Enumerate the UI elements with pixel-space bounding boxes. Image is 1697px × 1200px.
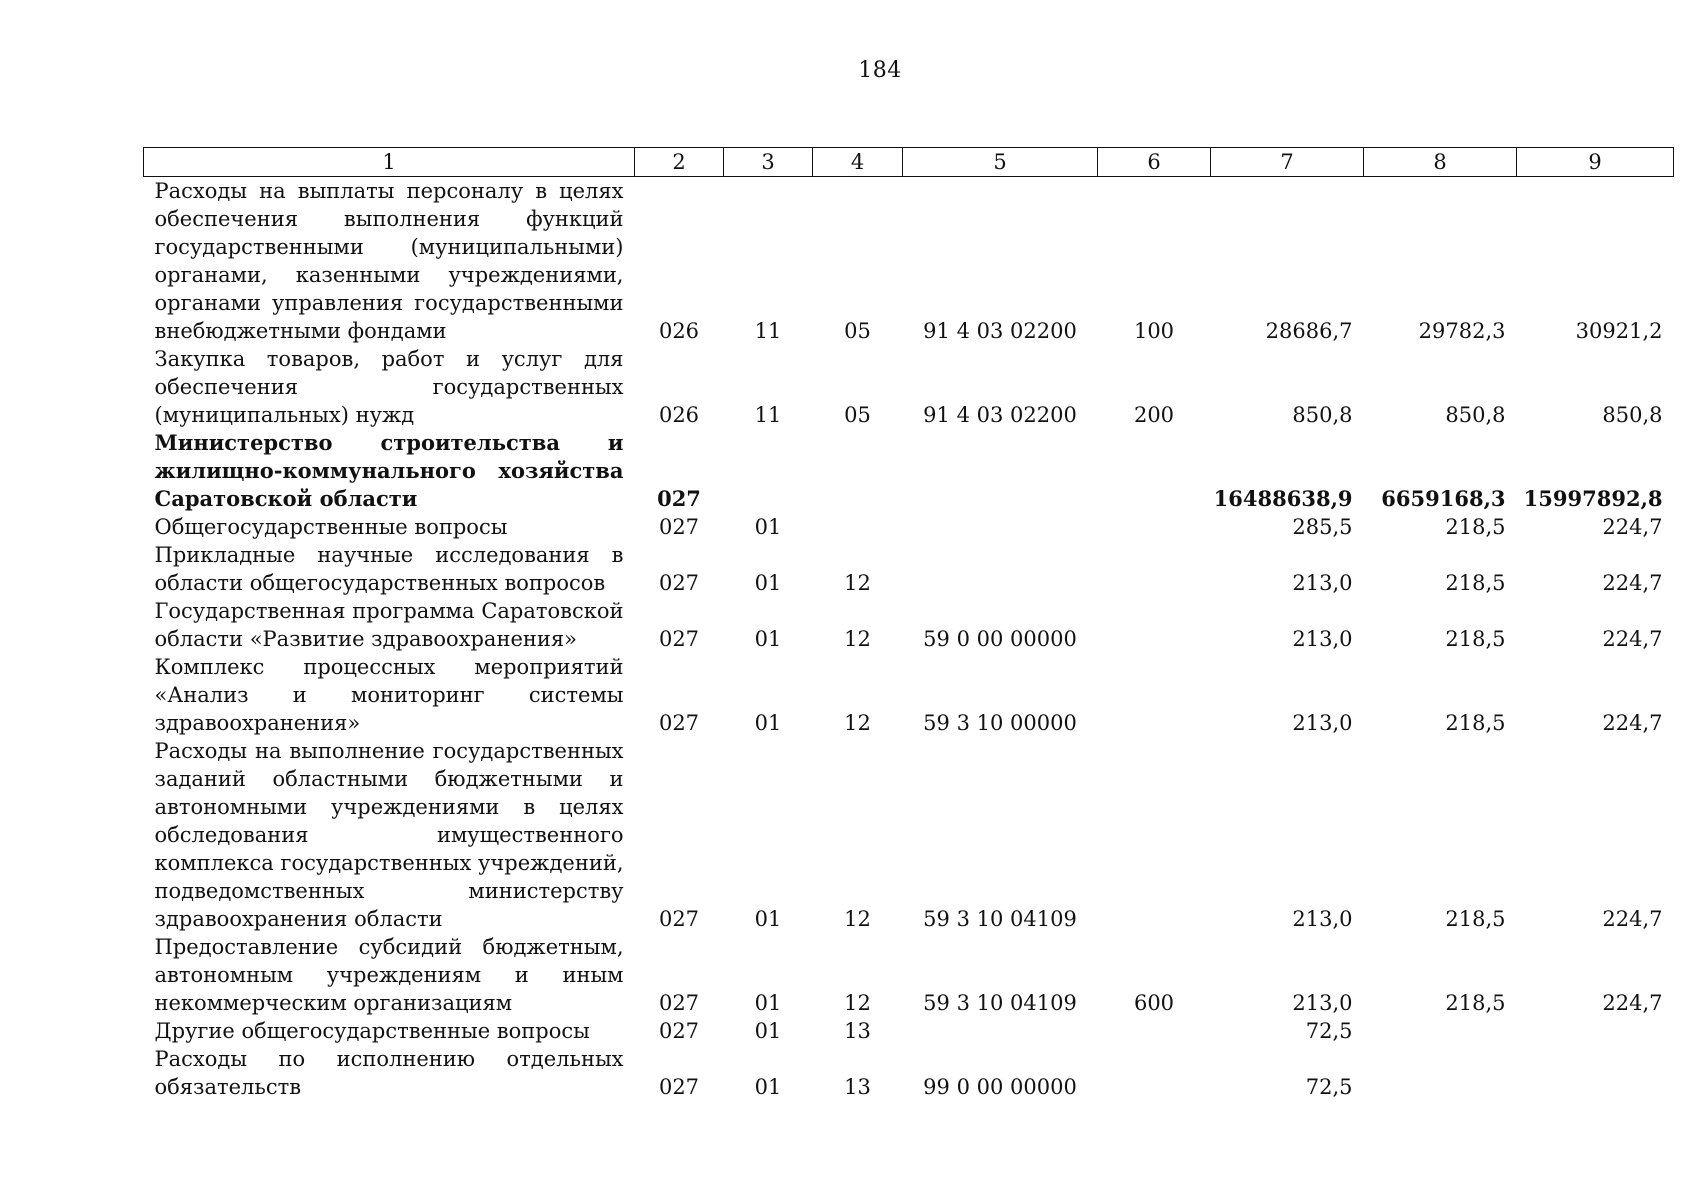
amount-year2-cell: 850,8 bbox=[1445, 403, 1506, 427]
admin-code-cell: 027 bbox=[658, 627, 700, 651]
target-article-cell: 59 0 00 00000 bbox=[923, 627, 1077, 651]
amount-year2-cell: 6659168,3 bbox=[1381, 486, 1506, 511]
amount-year3-cell bbox=[1517, 1045, 1674, 1101]
section-cell: 11 bbox=[754, 403, 782, 427]
section-cell bbox=[724, 429, 813, 513]
admin-code-cell: 027 bbox=[658, 991, 700, 1015]
target-article-cell bbox=[903, 429, 1098, 513]
subsection-cell bbox=[813, 513, 903, 541]
subsection-cell: 12 bbox=[844, 627, 871, 651]
row-name-cell: Закупка товаров, работ и услуг для обеспечения государственных (муниципальных) нужд bbox=[154, 347, 624, 427]
target-article-cell: 59 3 10 04109 bbox=[923, 991, 1077, 1015]
section-cell: 01 bbox=[754, 571, 782, 595]
admin-code-cell: 027 bbox=[658, 907, 700, 931]
amount-year1-cell: 28686,7 bbox=[1265, 319, 1353, 343]
table-row bbox=[144, 653, 1674, 737]
admin-code-cell: 026 bbox=[658, 319, 700, 343]
expense-type-cell bbox=[1098, 429, 1211, 513]
section-cell: 01 bbox=[754, 1075, 782, 1099]
header-col-9: 9 bbox=[1517, 148, 1674, 177]
amount-year3-cell: 850,8 bbox=[1602, 403, 1663, 427]
admin-code-cell: 027 bbox=[658, 711, 700, 735]
row-name-cell: Комплекс процессных мероприятий «Анализ и мониторинг системы здравоохранения» bbox=[154, 655, 624, 735]
subsection-cell: 12 bbox=[844, 991, 871, 1015]
amount-year1-cell: 16488638,9 bbox=[1213, 486, 1353, 511]
target-article-cell: 91 4 03 02200 bbox=[923, 319, 1077, 343]
amount-year1-cell: 72,5 bbox=[1305, 1019, 1353, 1043]
row-name-cell: Расходы по исполнению отдельных обязательств bbox=[154, 1047, 624, 1099]
admin-code-cell: 026 bbox=[658, 403, 700, 427]
target-article-cell: 99 0 00 00000 bbox=[923, 1075, 1077, 1099]
amount-year3-cell bbox=[1517, 1017, 1674, 1045]
amount-year1-cell: 213,0 bbox=[1292, 907, 1353, 931]
admin-code-cell: 027 bbox=[657, 486, 701, 511]
header-col-8: 8 bbox=[1364, 148, 1517, 177]
header-col-3: 3 bbox=[724, 148, 813, 177]
amount-year2-cell bbox=[1364, 1017, 1517, 1045]
target-article-cell bbox=[903, 513, 1098, 541]
budget-table bbox=[143, 147, 1674, 1101]
expense-type-cell: 200 bbox=[1133, 403, 1175, 427]
row-name-cell: Прикладные научные исследования в области общегосударственных вопросов bbox=[154, 543, 624, 595]
expense-type-cell bbox=[1098, 513, 1211, 541]
header-col-6: 6 bbox=[1098, 148, 1211, 177]
header-col-1: 1 bbox=[144, 148, 635, 177]
header-col-2: 2 bbox=[635, 148, 724, 177]
row-name-cell: Другие общегосударственные вопросы bbox=[154, 1019, 590, 1043]
table-row bbox=[144, 1017, 1674, 1045]
amount-year1-cell: 850,8 bbox=[1292, 403, 1353, 427]
header-row bbox=[144, 148, 1674, 177]
section-cell: 01 bbox=[754, 907, 782, 931]
amount-year2-cell bbox=[1364, 1045, 1517, 1101]
row-name-cell: Расходы на выплаты персоналу в целях обеспечения выполнения функций государственными (муниципальными) органами, казенными учреждениями, органами управления государственными внебюджетными фондами bbox=[154, 179, 624, 343]
subsection-cell: 13 bbox=[844, 1019, 871, 1043]
subsection-cell: 05 bbox=[844, 319, 871, 343]
table-row bbox=[144, 541, 1674, 597]
expense-type-cell bbox=[1098, 1017, 1211, 1045]
amount-year1-cell: 72,5 bbox=[1305, 1075, 1353, 1099]
table-row bbox=[144, 597, 1674, 653]
section-cell: 01 bbox=[754, 627, 782, 651]
subsection-cell: 12 bbox=[844, 571, 871, 595]
subsection-cell: 12 bbox=[844, 711, 871, 735]
target-article-cell: 91 4 03 02200 bbox=[923, 403, 1077, 427]
amount-year2-cell: 218,5 bbox=[1445, 515, 1506, 539]
expense-type-cell bbox=[1098, 737, 1211, 933]
subsection-cell: 13 bbox=[844, 1075, 871, 1099]
table-row bbox=[144, 429, 1674, 513]
table-row bbox=[144, 933, 1674, 1017]
admin-code-cell: 027 bbox=[658, 515, 700, 539]
amount-year2-cell: 218,5 bbox=[1445, 627, 1506, 651]
header-col-7: 7 bbox=[1211, 148, 1364, 177]
expense-type-cell bbox=[1098, 653, 1211, 737]
expense-type-cell bbox=[1098, 541, 1211, 597]
table-row bbox=[144, 345, 1674, 429]
section-cell: 11 bbox=[754, 319, 782, 343]
amount-year1-cell: 213,0 bbox=[1292, 711, 1353, 735]
amount-year3-cell: 30921,2 bbox=[1575, 319, 1663, 343]
amount-year2-cell: 218,5 bbox=[1445, 711, 1506, 735]
amount-year3-cell: 224,7 bbox=[1602, 711, 1663, 735]
target-article-cell bbox=[903, 541, 1098, 597]
amount-year3-cell: 224,7 bbox=[1602, 907, 1663, 931]
subsection-cell: 12 bbox=[844, 907, 871, 931]
row-name-cell: Общегосударственные вопросы bbox=[154, 515, 508, 539]
section-cell: 01 bbox=[754, 515, 782, 539]
amount-year1-cell: 285,5 bbox=[1292, 515, 1353, 539]
expense-type-cell bbox=[1098, 597, 1211, 653]
amount-year3-cell: 224,7 bbox=[1602, 627, 1663, 651]
amount-year3-cell: 224,7 bbox=[1602, 991, 1663, 1015]
row-name-cell: Государственная программа Саратовской области «Развитие здравоохранения» bbox=[154, 599, 624, 651]
table-row bbox=[144, 737, 1674, 933]
section-cell: 01 bbox=[754, 1019, 782, 1043]
expense-type-cell: 600 bbox=[1133, 991, 1175, 1015]
table-body bbox=[144, 177, 1674, 1102]
target-article-cell bbox=[903, 1017, 1098, 1045]
amount-year3-cell: 15997892,8 bbox=[1523, 486, 1663, 511]
admin-code-cell: 027 bbox=[658, 571, 700, 595]
subsection-cell bbox=[813, 429, 903, 513]
row-name-cell: Предоставление субсидий бюджетным, автономным учреждениям и иным некоммерческим организациям bbox=[154, 935, 624, 1015]
expense-type-cell bbox=[1098, 1045, 1211, 1101]
admin-code-cell: 027 bbox=[658, 1075, 700, 1099]
target-article-cell: 59 3 10 04109 bbox=[923, 907, 1077, 931]
amount-year2-cell: 29782,3 bbox=[1418, 319, 1506, 343]
header-col-5: 5 bbox=[903, 148, 1098, 177]
amount-year3-cell: 224,7 bbox=[1602, 571, 1663, 595]
section-cell: 01 bbox=[754, 991, 782, 1015]
target-article-cell: 59 3 10 00000 bbox=[923, 711, 1077, 735]
page-number: 184 bbox=[858, 58, 902, 83]
table-row bbox=[144, 1045, 1674, 1101]
amount-year1-cell: 213,0 bbox=[1292, 627, 1353, 651]
amount-year2-cell: 218,5 bbox=[1445, 907, 1506, 931]
section-cell: 01 bbox=[754, 711, 782, 735]
amount-year2-cell: 218,5 bbox=[1445, 991, 1506, 1015]
amount-year2-cell: 218,5 bbox=[1445, 571, 1506, 595]
expense-type-cell: 100 bbox=[1133, 319, 1175, 343]
row-name-cell: Министерство строительства и жилищно-коммунального хозяйства Саратовской области bbox=[154, 430, 624, 511]
amount-year1-cell: 213,0 bbox=[1292, 571, 1353, 595]
header-col-4: 4 bbox=[813, 148, 903, 177]
table-header bbox=[144, 148, 1674, 177]
table-row bbox=[144, 513, 1674, 541]
subsection-cell: 05 bbox=[844, 403, 871, 427]
row-name-cell: Расходы на выполнение государственных заданий областными бюджетными и автономными учреждениями в целях обследования имущественного комплекса государственных учреждений, подведомственных министерству здравоохранения области bbox=[154, 739, 624, 931]
amount-year3-cell: 224,7 bbox=[1602, 515, 1663, 539]
table-row bbox=[144, 177, 1674, 346]
admin-code-cell: 027 bbox=[658, 1019, 700, 1043]
amount-year1-cell: 213,0 bbox=[1292, 991, 1353, 1015]
